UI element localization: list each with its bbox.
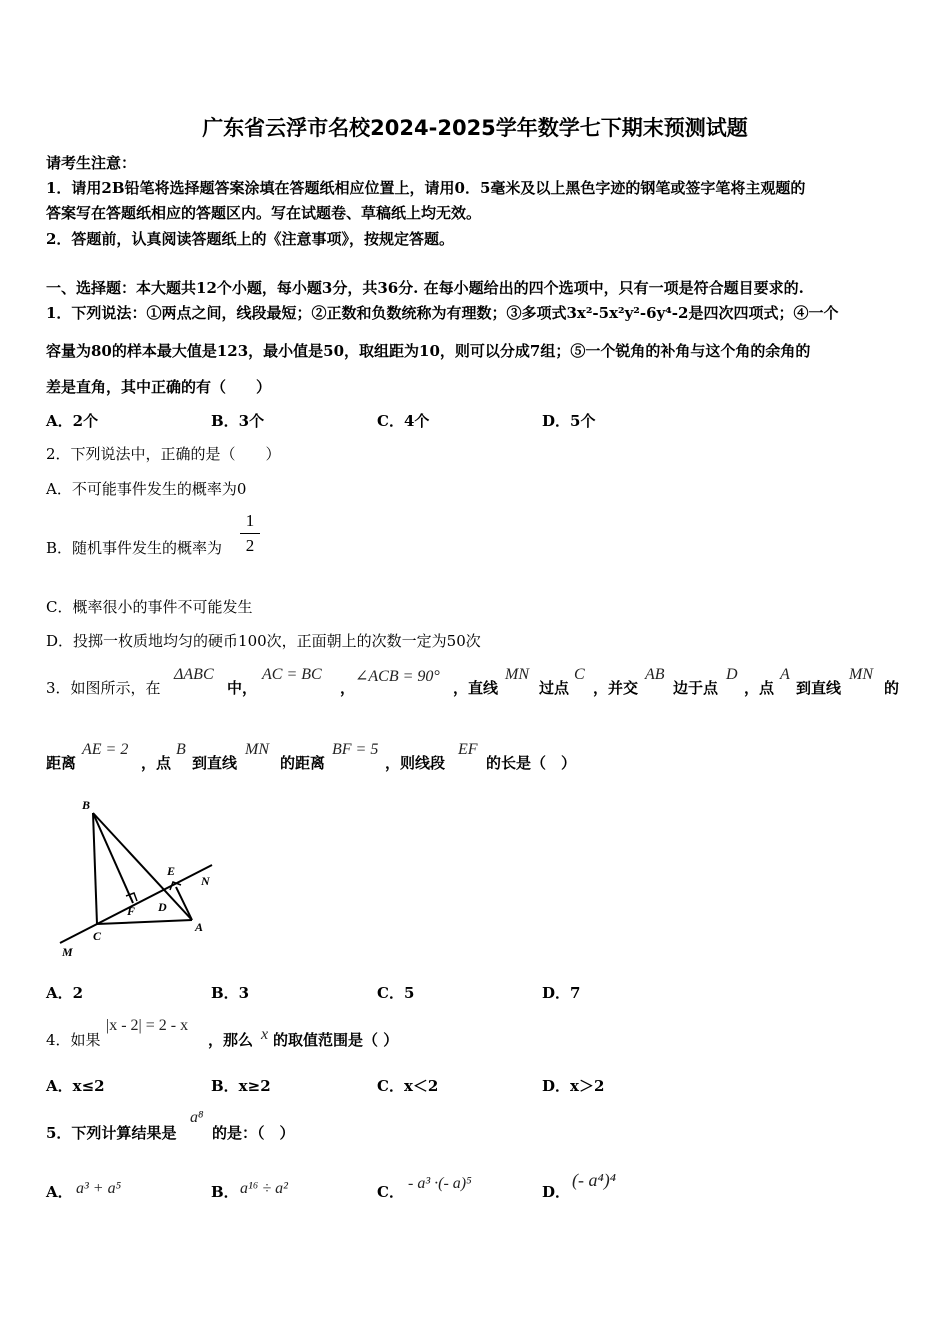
label-n: N	[201, 874, 210, 888]
q1-text-a: 1．下列说法：①两点之间，线段最短；②正数和负数统称为有理数；③多项式	[46, 304, 567, 322]
label-m: M	[62, 945, 73, 959]
segment-bc	[93, 813, 97, 924]
q4-option-b[interactable]: B．x≥2	[211, 1077, 271, 1095]
q1-polynomial: 3x²-5x²y²-6y⁴-2	[566, 304, 689, 322]
q1-text-b: 是四次四项式；④一个	[688, 304, 839, 322]
q5-option-d-label[interactable]: D．	[542, 1183, 571, 1201]
q3-math-angle: ∠ACB = 90°	[355, 668, 440, 685]
q5-option-d-expr: (- a⁴)⁴	[572, 1170, 616, 1190]
q4-option-a[interactable]: A．x≤2	[46, 1077, 105, 1095]
q2-fraction-denominator: 2	[245, 536, 255, 555]
q5-option-b-label[interactable]: B．	[211, 1183, 239, 1201]
line-mn	[60, 865, 212, 943]
right-angle-e	[170, 882, 181, 890]
label-a: A	[195, 920, 204, 934]
label-e: E	[167, 864, 176, 878]
q3-option-d[interactable]: D．7	[542, 984, 581, 1002]
q4-expression: |x - 2| = 2 - x	[106, 1017, 189, 1034]
q3-geometry-figure	[56, 795, 221, 960]
q3-math-mn-2: MN	[849, 666, 873, 683]
q3-math-ab: AB	[645, 666, 665, 683]
q4-prefix: 4．如果	[46, 1031, 101, 1049]
q5-option-a-expr: a³ + a⁵	[76, 1180, 122, 1197]
q3-math-b: B	[176, 741, 186, 758]
q4-text-3: 的取值范围是（ ）	[273, 1031, 399, 1049]
q5-target: a⁸	[190, 1109, 204, 1126]
q3-l2-text-5: ，则线段	[385, 754, 446, 772]
notice-item2: 2．答题前，认真阅读答题纸上的《注意事项》，按规定答题。	[46, 230, 454, 248]
q5-option-b-expr: a¹⁶ ÷ a²	[240, 1180, 288, 1197]
q3-math-a: A	[780, 666, 790, 683]
q1-line2: 容量为80的样本最大值是123，最小值是50，取组距为10，则可以分成7组；⑤一个锐角的补角与这个角的余角的	[46, 342, 811, 360]
q3-text-5: 过点	[539, 679, 570, 697]
notice-item1-line2: 答案写在答题纸相应的答题区内。写在试题卷、草稿纸上均无效。	[46, 204, 482, 222]
q3-text-3: ，	[340, 679, 356, 697]
q4-variable: x	[261, 1026, 269, 1043]
notice-heading: 请考生注意：	[46, 154, 137, 172]
q3-option-b[interactable]: B．3	[211, 984, 250, 1002]
q5-text-2: 的是：（ ）	[212, 1124, 295, 1142]
q1-line1	[46, 302, 839, 323]
q3-math-d: D	[726, 666, 738, 683]
segment-ae	[176, 887, 192, 920]
notice-item1-line1: 1．请用2B铅笔将选择题答案涂填在答题纸相应位置上，请用0．5毫米及以上黑色字迹的钢笔或签字笔将主观题的	[46, 179, 806, 197]
q3-math-c: C	[574, 666, 585, 683]
q1-option-a[interactable]: A．2个	[46, 412, 99, 430]
q1-option-c[interactable]: C．4个	[377, 412, 430, 430]
q3-text-8: ，点	[744, 679, 775, 697]
q2-option-c[interactable]: C．概率很小的事件不可能发生	[46, 598, 253, 616]
q3-prefix: 3．如图所示，在	[46, 679, 161, 697]
q3-text-4: ，直线	[453, 679, 499, 697]
q4-text-2: ，那么	[208, 1031, 254, 1049]
q2-fraction-numerator: 1	[245, 511, 255, 530]
q2-option-a[interactable]: A．不可能事件发生的概率为0	[46, 480, 247, 498]
q3-math-triangle: ΔABC	[174, 666, 214, 683]
q3-text-6: ，并交	[593, 679, 639, 697]
q2-option-b[interactable]: B．随机事件发生的概率为	[46, 539, 223, 557]
q3-text-10: 的	[884, 679, 900, 697]
q2-fraction	[240, 511, 260, 556]
q3-math-bf: BF = 5	[332, 741, 379, 758]
q3-math-mn: MN	[505, 666, 529, 683]
segment-ba	[93, 813, 192, 920]
label-d: D	[158, 900, 167, 914]
q3-option-c[interactable]: C．5	[377, 984, 415, 1002]
label-b: B	[82, 798, 91, 812]
q3-l2-text-4: 的距离	[280, 754, 326, 772]
label-f: F	[127, 904, 136, 918]
q2-option-d[interactable]: D．投掷一枚质地均匀的硬币100次，正面朝上的次数一定为50次	[46, 632, 481, 650]
q3-l2-text-3: 到直线	[192, 754, 238, 772]
q3-l2-text-1: 距离	[46, 754, 77, 772]
label-c: C	[93, 929, 102, 943]
segment-bf	[93, 813, 133, 903]
q3-l2-text-2: ，点	[141, 754, 172, 772]
q1-option-d[interactable]: D．5个	[542, 412, 596, 430]
q3-text-2: 中，	[227, 679, 258, 697]
q1-line3: 差是直角，其中正确的有（ ）	[46, 378, 272, 396]
q2-stem: 2．下列说法中，正确的是（ ）	[46, 445, 281, 463]
page-title: 广东省云浮市名校2024-2025学年数学七下期末预测试题	[202, 116, 748, 140]
q1-option-b[interactable]: B．3个	[211, 412, 265, 430]
q3-math-mn-3: MN	[245, 741, 269, 758]
q3-math-ac-bc: AC = BC	[262, 666, 322, 683]
q5-prefix: 5．下列计算结果是	[46, 1124, 177, 1142]
q5-option-c-expr: - a³ ·(- a)⁵	[408, 1175, 472, 1192]
q3-l2-text-6: 的长是（ ）	[486, 754, 577, 772]
segment-ca	[97, 920, 192, 924]
q5-option-c-label[interactable]: C．	[377, 1183, 404, 1201]
section-heading: 一、选择题：本大题共12个小题，每小题3分，共36分. 在每小题给出的四个选项中，只有一项是符合题目要求的.	[46, 279, 804, 297]
q4-option-c[interactable]: C．x＜2	[377, 1077, 439, 1095]
q3-option-a[interactable]: A．2	[46, 984, 84, 1002]
q3-text-9: 到直线	[796, 679, 842, 697]
q5-option-a-label[interactable]: A．	[46, 1183, 73, 1201]
fraction-bar	[240, 533, 260, 534]
q3-math-ae: AE = 2	[82, 741, 129, 758]
q3-text-7: 边于点	[673, 679, 719, 697]
q4-option-d[interactable]: D．x＞2	[542, 1077, 605, 1095]
q3-math-ef: EF	[458, 741, 478, 758]
